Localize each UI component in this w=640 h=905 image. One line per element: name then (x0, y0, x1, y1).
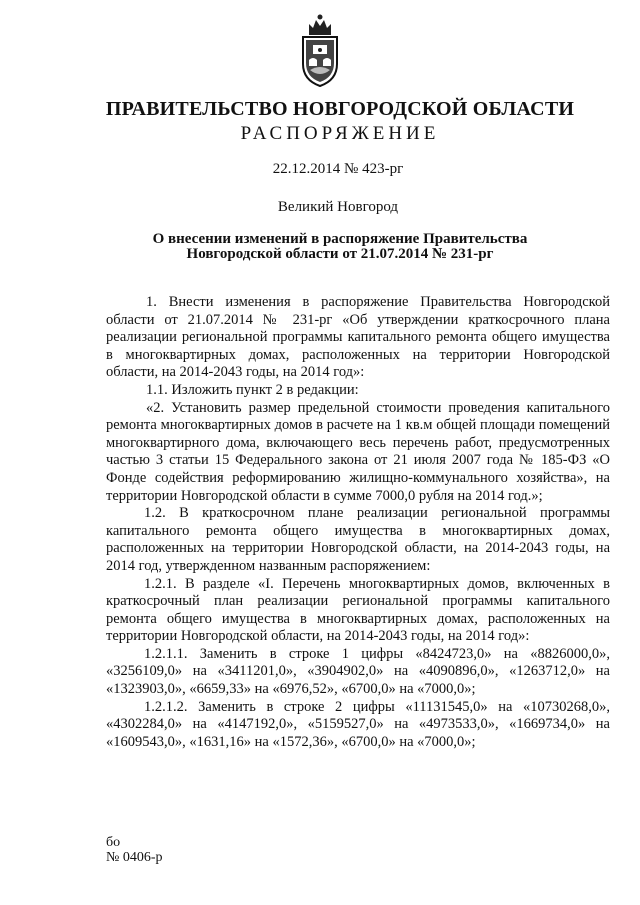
paragraph-quote-2: «2. Установить размер предельной стоимости проведения капитального ремонта многоквартирных домов в расчете на 1 кв.м общей площади помещений многоквартирного дома, включающего весь перечень работ, предусмотренных частью 3 статьи 15 Федерального закона от 21 июля 2007 года № 185-ФЗ «О Фонде содействия реформированию жилищно-коммунального хозяйства», на территории Новгородской области в сумме 7000,0 рубля на 2014 год.»; (106, 399, 610, 504)
paragraph-1-2-1-2: 1.2.1.2. Заменить в строке 2 цифры «11131545,0» на «10730268,0», «4302284,0» на «4147192,0», «5159527,0» на «4973533,0», «1669734,0» на «1609543,0», «1631,16» на «1572,36», «6700,0» на «7000,0»; (106, 698, 610, 750)
date-number: 22.12.2014 № 423-рг (272, 161, 404, 177)
subject-line-2: Новгородской области от 21.07.2014 № 231-рг (186, 246, 494, 262)
document-body (106, 294, 610, 751)
executor-initials: бо (106, 835, 121, 850)
document-type: РАСПОРЯЖЕНИЕ (240, 123, 440, 144)
subject-line-1: О внесении изменений в распоряжение Правительства (152, 231, 528, 247)
paragraph-1: 1. Внести изменения в распоряжение Правительства Новгородской области от 21.07.2014 № 231-рг «Об утверждении краткосрочного плана реализации региональной программы капитального ремонта общего имущества в многоквартирных домах, расположенных на территории Новгородской области, на 2014-2043 годы, на 2014 год»: (106, 294, 610, 381)
paragraph-1-2: 1.2. В краткосрочном плане реализации региональной программы капитального ремонта общего имущества в многоквартирных домах, расположенных на территории Новгородской области, на 2014-2043 годы, на 2014 год, утвержденном названным распоряжением: (106, 505, 610, 574)
paragraph-1-1: 1.1. Изложить пункт 2 в редакции: (146, 381, 359, 398)
paragraph-1-2-1: 1.2.1. В разделе «I. Перечень многоквартирных домов, включенных в краткосрочный план реализации региональной программы капитального ремонта общего имущества в многоквартирных домах, расположенных на территории Новгородской области, на 2014-2043 годы, на 2014 год»: (106, 575, 610, 645)
paragraph-1-2-1-1: 1.2.1.1. Заменить в строке 1 цифры «8424723,0» на «8826000,0», «3256109,0» на «3411201,0», «3904902,0» на «4090896,0», «1263712,0» на «1323903,0», «6659,33» на «6976,52», «6700,0» на «7000,0»; (106, 645, 610, 698)
document-subject (20, 232, 640, 262)
coat-of-arms-emblem (297, 12, 343, 92)
document-footer (106, 835, 163, 865)
city: Великий Новгород (277, 199, 399, 215)
document-file-number: № 0406-р (106, 850, 163, 865)
government-title: ПРАВИТЕЛЬСТВО НОВГОРОДСКОЙ ОБЛАСТИ (105, 98, 575, 120)
